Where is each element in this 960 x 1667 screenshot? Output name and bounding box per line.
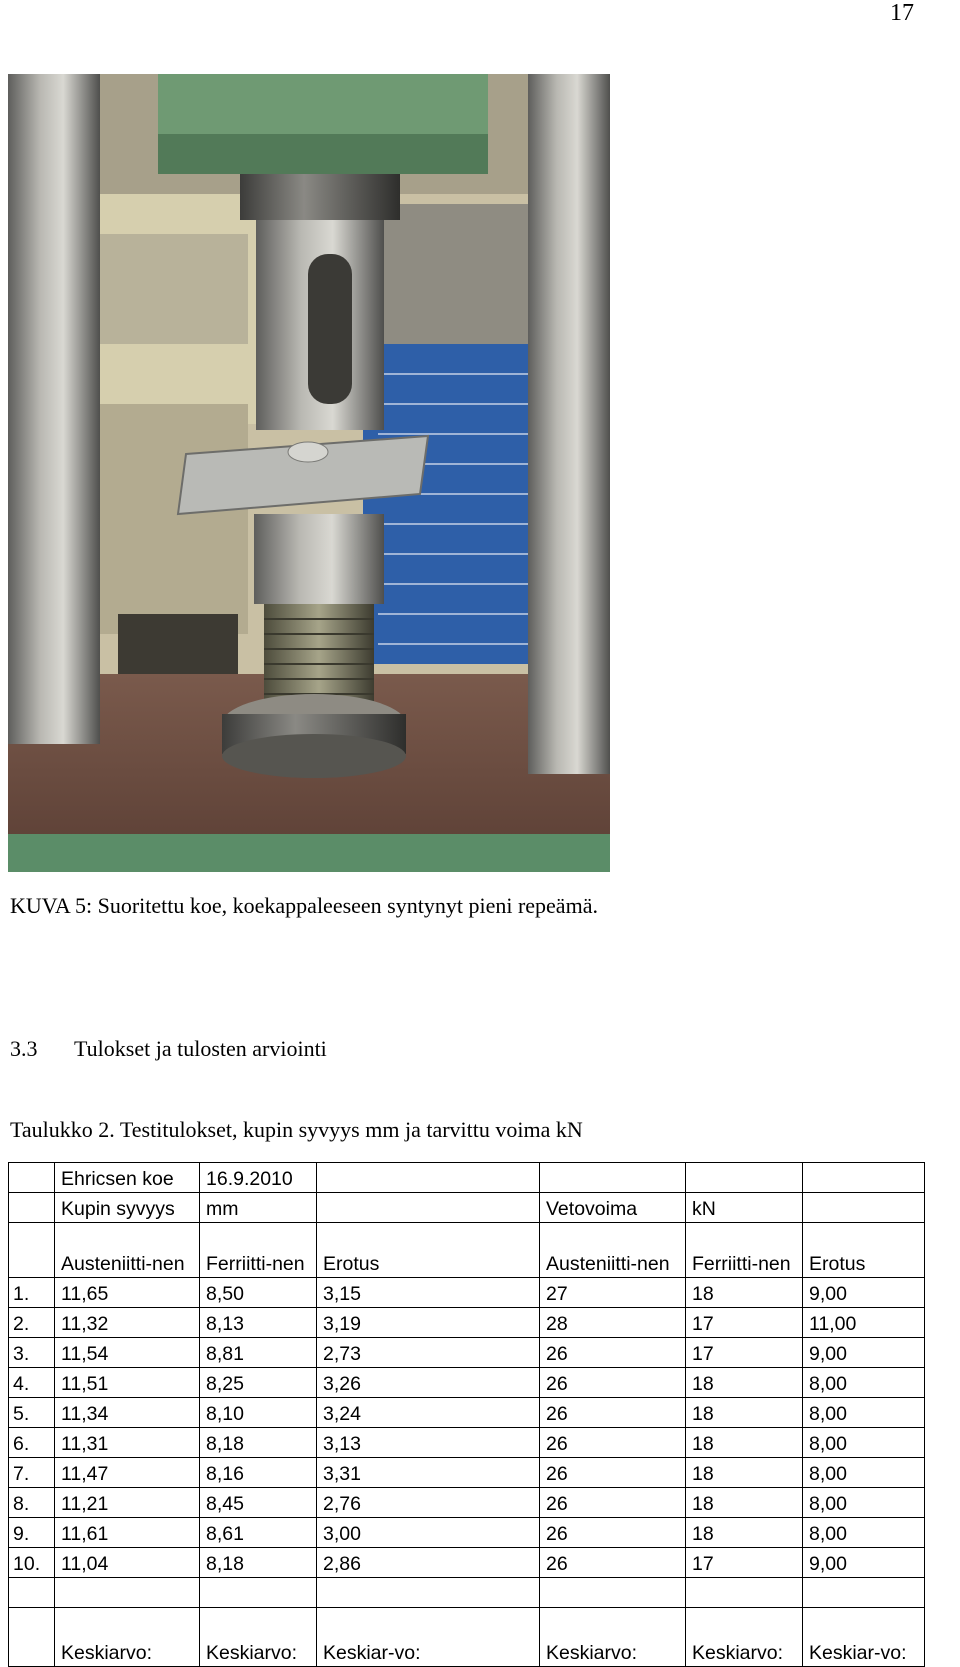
table-cell: 8,18 [200,1428,317,1458]
test-press-photo [8,74,610,872]
table-cell: 8,81 [200,1338,317,1368]
table-cell: 11,21 [55,1488,200,1518]
table-row [9,1488,925,1518]
table-cell: 18 [686,1278,803,1308]
table-cell: Erotus [317,1223,540,1278]
table-cell: 3,26 [317,1368,540,1398]
table-cell: Keskiarvo: [200,1608,317,1667]
table-cell: Ehricsen koe [55,1163,200,1193]
table-cell [686,1163,803,1193]
section-title: Tulokset ja tulosten arviointi [74,1036,327,1061]
table-cell [9,1608,55,1667]
table-cell: 28 [540,1308,686,1338]
table-cell: 16.9.2010 [200,1163,317,1193]
table-cell: 18 [686,1428,803,1458]
section-number: 3.3 [10,1036,38,1061]
table-cell: 2,76 [317,1488,540,1518]
table-cell: 18 [686,1398,803,1428]
table-cell: 3,19 [317,1308,540,1338]
row-index: 4. [9,1368,55,1398]
table-cell: 26 [540,1428,686,1458]
table-cell: Keskiar-vo: [803,1608,925,1667]
table-cell: 11,65 [55,1278,200,1308]
table-cell [317,1163,540,1193]
table-row [9,1308,925,1338]
table-cell: 8,13 [200,1308,317,1338]
table-cell: 3,13 [317,1428,540,1458]
table-cell: 26 [540,1398,686,1428]
table-cell: 11,32 [55,1308,200,1338]
table-cell: 8,10 [200,1398,317,1428]
table-cell: 11,31 [55,1428,200,1458]
header-row [9,1163,925,1193]
table-row [9,1518,925,1548]
table-cell: 17 [686,1308,803,1338]
table-cell: Ferriitti-nen [200,1223,317,1278]
table-cell: 8,50 [200,1278,317,1308]
table-cell: 26 [540,1518,686,1548]
row-index: 5. [9,1398,55,1428]
row-index: 1. [9,1278,55,1308]
table-cell: 17 [686,1338,803,1368]
table-cell: 26 [540,1368,686,1398]
table-cell [803,1163,925,1193]
table-cell: kN [686,1193,803,1223]
table-row [9,1338,925,1368]
table-cell: 18 [686,1518,803,1548]
table-row [9,1368,925,1398]
table-row [9,1548,925,1578]
row-index: 3. [9,1338,55,1368]
table-cell: 9,00 [803,1278,925,1308]
table-cell: 17 [686,1548,803,1578]
figure-caption: KUVA 5: Suoritettu koe, koekappaleeseen syntynyt pieni repeämä. [10,893,598,918]
table-cell: Keskiarvo: [55,1608,200,1667]
table-cell: 26 [540,1488,686,1518]
table-cell [9,1223,55,1278]
table-row [9,1428,925,1458]
table-cell: 11,51 [55,1368,200,1398]
spacer-row [9,1578,925,1608]
table-cell: Austeniitti-nen [55,1223,200,1278]
table-cell [803,1193,925,1223]
table-cell: 3,31 [317,1458,540,1488]
table-cell: Vetovoima [540,1193,686,1223]
table-cell [540,1163,686,1193]
row-index: 9. [9,1518,55,1548]
table-cell: 8,00 [803,1398,925,1428]
table-cell: 18 [686,1488,803,1518]
table-cell: Keskiar-vo: [317,1608,540,1667]
table-cell: Kupin syvyys [55,1193,200,1223]
table-cell: 2,73 [317,1338,540,1368]
table-cell: Austeniitti-nen [540,1223,686,1278]
table-caption: Taulukko 2. Testitulokset, kupin syvyys mm ja tarvittu voima kN [10,1117,583,1142]
table-cell: 11,61 [55,1518,200,1548]
table-cell: 27 [540,1278,686,1308]
table-cell: 8,00 [803,1368,925,1398]
table-cell: 8,45 [200,1488,317,1518]
table-cell: 3,24 [317,1398,540,1428]
footer-row [9,1608,925,1667]
table-cell: 3,00 [317,1518,540,1548]
table-cell: 2,86 [317,1548,540,1578]
table-cell: 11,34 [55,1398,200,1428]
table-cell: 11,54 [55,1338,200,1368]
row-index: 6. [9,1428,55,1458]
row-index: 10. [9,1548,55,1578]
table-cell [9,1193,55,1223]
table-cell: 26 [540,1458,686,1488]
table-cell: 11,47 [55,1458,200,1488]
table-cell: 26 [540,1338,686,1368]
table-cell: 26 [540,1548,686,1578]
table-cell: 8,00 [803,1458,925,1488]
table-cell: 3,15 [317,1278,540,1308]
table-cell: 8,00 [803,1428,925,1458]
table-cell: 9,00 [803,1548,925,1578]
table-cell: 8,00 [803,1488,925,1518]
table-row [9,1398,925,1428]
header-row [9,1193,925,1223]
table-cell: Keskiarvo: [686,1608,803,1667]
table-cell [317,1193,540,1223]
table-cell: Ferriitti-nen [686,1223,803,1278]
table-cell: 18 [686,1458,803,1488]
table-cell: 8,00 [803,1518,925,1548]
table-cell: 18 [686,1368,803,1398]
table-row [9,1278,925,1308]
table-cell: 8,25 [200,1368,317,1398]
table-cell: Erotus [803,1223,925,1278]
row-index: 7. [9,1458,55,1488]
row-index: 8. [9,1488,55,1518]
table-cell [9,1163,55,1193]
page-number: 17 [890,0,914,26]
table-cell: 11,00 [803,1308,925,1338]
table-cell: 8,18 [200,1548,317,1578]
table-cell: mm [200,1193,317,1223]
header-row [9,1223,925,1278]
table-cell: 8,16 [200,1458,317,1488]
table-cell: 11,04 [55,1548,200,1578]
table-cell: Keskiarvo: [540,1608,686,1667]
table-row [9,1458,925,1488]
section-heading [10,1036,327,1062]
table-cell: 9,00 [803,1338,925,1368]
table-cell: 8,61 [200,1518,317,1548]
results-table [8,1162,925,1667]
row-index: 2. [9,1308,55,1338]
